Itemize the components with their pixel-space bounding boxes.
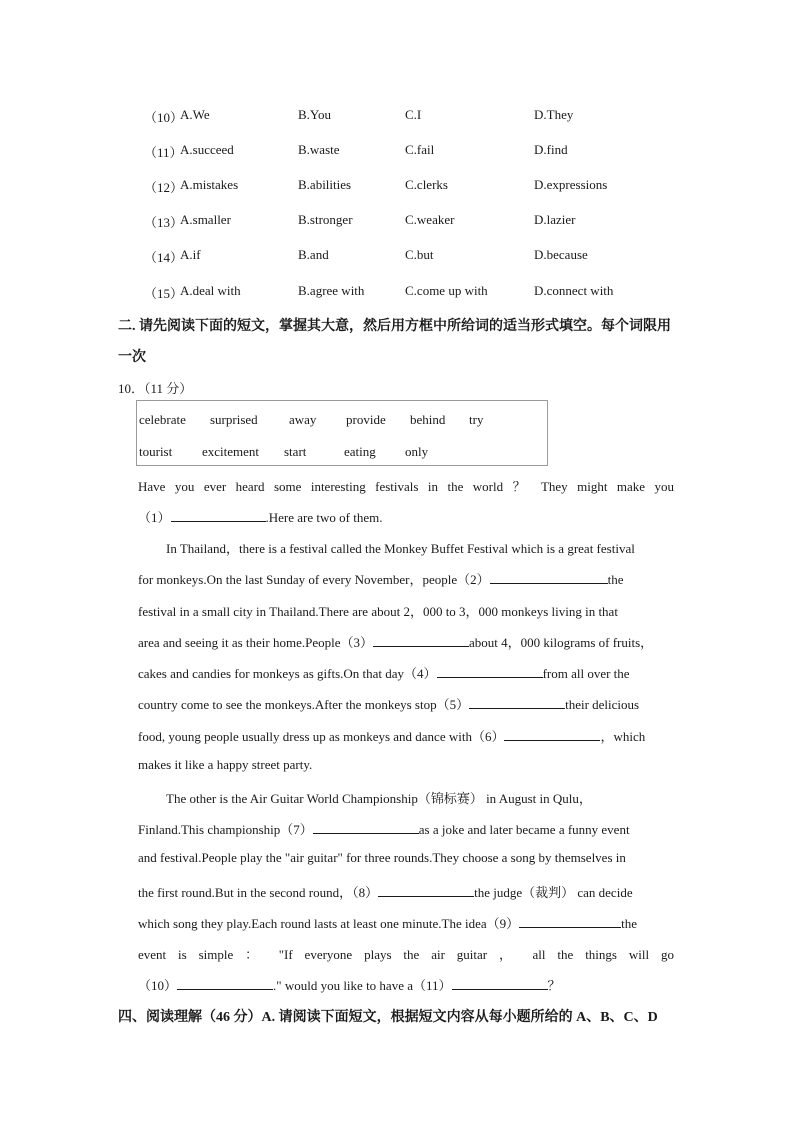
answer-blank-3[interactable]	[373, 634, 469, 647]
answer-blank-10[interactable]	[177, 977, 273, 990]
passage-text: food, young people usually dress up as monkeys and dance with（6）	[138, 729, 505, 744]
passage-line	[138, 569, 674, 588]
passage-text: the judge（裁判） can decide	[474, 885, 633, 900]
word-item: celebrate	[139, 412, 186, 427]
option-b: B.stronger	[298, 212, 353, 227]
option-b: B.and	[298, 247, 329, 262]
passage-line: Have you ever heard some interesting festivals in the world ？ They might make you	[138, 479, 674, 494]
answer-blank-5[interactable]	[469, 696, 565, 709]
passage-text: as a joke and later became a funny event	[418, 822, 630, 837]
question-number: （13）	[144, 215, 184, 230]
passage-line: makes it like a happy street party.	[138, 757, 313, 772]
passage-text: the	[621, 916, 638, 931]
answer-blank-7[interactable]	[313, 821, 419, 834]
passage-text: the first round.But in the second round，（8）	[138, 885, 379, 900]
option-a: A.deal with	[180, 283, 241, 298]
option-c: C.I	[405, 107, 422, 122]
section-heading: 二. 请先阅读下面的短文，掌握其大意，然后用方框中所给词的适当形式填空。每个词限用	[118, 319, 671, 334]
passage-line	[138, 507, 674, 526]
passage-line: and festival.People play the "air guitar" for three rounds.They choose a song by themselves in	[138, 850, 626, 865]
passage-text: Finland.This championship（7）	[138, 822, 313, 837]
option-b: B.waste	[298, 142, 340, 157]
option-a: A.We	[180, 107, 210, 122]
word-item: tourist	[139, 444, 173, 459]
passage-text: ，which	[600, 729, 646, 744]
passage-text: ." would you like to have a（11）	[273, 978, 452, 993]
passage-line: The other is the Air Guitar World Championship（锦标赛） in August in Qulu，	[166, 791, 592, 806]
blank-number: （10）	[138, 978, 178, 993]
section-heading-cont: 一次	[118, 350, 146, 365]
passage-text: area and seeing it as their home.People（3）	[138, 635, 374, 650]
passage-text: country come to see the monkeys.After the monkeys stop（5）	[138, 697, 470, 712]
answer-blank-4[interactable]	[437, 665, 543, 678]
question-number: （14）	[144, 250, 184, 265]
option-c: C.come up with	[405, 283, 488, 298]
passage-line	[138, 694, 674, 713]
option-a: A.if	[180, 247, 201, 262]
option-d: D.lazier	[534, 212, 576, 227]
option-c: C.fail	[405, 142, 435, 157]
passage-line	[138, 819, 674, 838]
option-c: C.weaker	[405, 212, 455, 227]
section-heading: 四、阅读理解（46 分）A. 请阅读下面短文，根据短文内容从每小题所给的 A、B、C、D	[118, 1010, 658, 1025]
question-number: （10）	[144, 110, 184, 125]
word-item: start	[284, 444, 307, 459]
word-box	[136, 400, 548, 466]
passage-text: their delicious	[565, 697, 640, 712]
passage-line	[138, 975, 674, 994]
answer-blank-9[interactable]	[519, 915, 621, 928]
option-d: D.They	[534, 107, 574, 122]
option-c: C.but	[405, 247, 434, 262]
blank-number: （1）	[138, 510, 171, 525]
option-d: D.expressions	[534, 177, 608, 192]
word-item: try	[469, 412, 484, 427]
option-c: C.clerks	[405, 177, 448, 192]
option-d: D.because	[534, 247, 588, 262]
passage-line: festival in a small city in Thailand.There are about 2，000 to 3，000 monkeys living in that	[138, 604, 618, 619]
word-item: away	[289, 412, 317, 427]
question-number: （12）	[144, 180, 184, 195]
word-item: only	[405, 444, 429, 459]
passage-text: for monkeys.On the last Sunday of every November，people（2）	[138, 572, 490, 587]
option-a: A.succeed	[180, 142, 234, 157]
word-item: behind	[410, 412, 446, 427]
passage-text: from all over the	[542, 666, 630, 681]
answer-blank-6[interactable]	[504, 728, 600, 741]
word-item: excitement	[202, 444, 260, 459]
answer-blank-1[interactable]	[171, 509, 266, 522]
option-b: B.agree with	[298, 283, 365, 298]
passage-text: about 4，000 kilograms of fruits，	[469, 635, 654, 650]
question-number: （11）	[144, 145, 183, 160]
option-a: A.smaller	[180, 212, 231, 227]
passage-line	[138, 663, 674, 682]
passage-text: .Here are two of them.	[265, 510, 383, 525]
passage-line	[138, 726, 674, 745]
passage-text: the	[607, 572, 624, 587]
passage-text: cakes and candies for monkeys as gifts.On that day（4）	[138, 666, 437, 681]
answer-blank-11[interactable]	[452, 977, 548, 990]
passage-text: ？	[547, 978, 561, 993]
option-d: D.connect with	[534, 283, 614, 298]
passage-text: which song they play.Each round lasts at least one minute.The idea（9）	[138, 916, 520, 931]
word-item: eating	[344, 444, 376, 459]
question-label: 10．（11 分）	[118, 381, 193, 396]
answer-blank-2[interactable]	[490, 571, 608, 584]
option-b: B.abilities	[298, 177, 352, 192]
option-b: B.You	[298, 107, 332, 122]
question-number: （15）	[144, 286, 184, 301]
passage-line	[138, 882, 674, 901]
option-d: D.find	[534, 142, 568, 157]
option-a: A.mistakes	[180, 177, 239, 192]
answer-blank-8[interactable]	[378, 884, 474, 897]
passage-line: event is simple ： "If everyone plays the air guitar ， all the things will go	[138, 947, 674, 962]
passage-line: In Thailand，there is a festival called the Monkey Buffet Festival which is a great festival	[166, 541, 635, 556]
passage-line	[138, 913, 674, 932]
passage-line	[138, 632, 674, 651]
word-item: provide	[346, 412, 386, 427]
word-item: surprised	[210, 412, 258, 427]
